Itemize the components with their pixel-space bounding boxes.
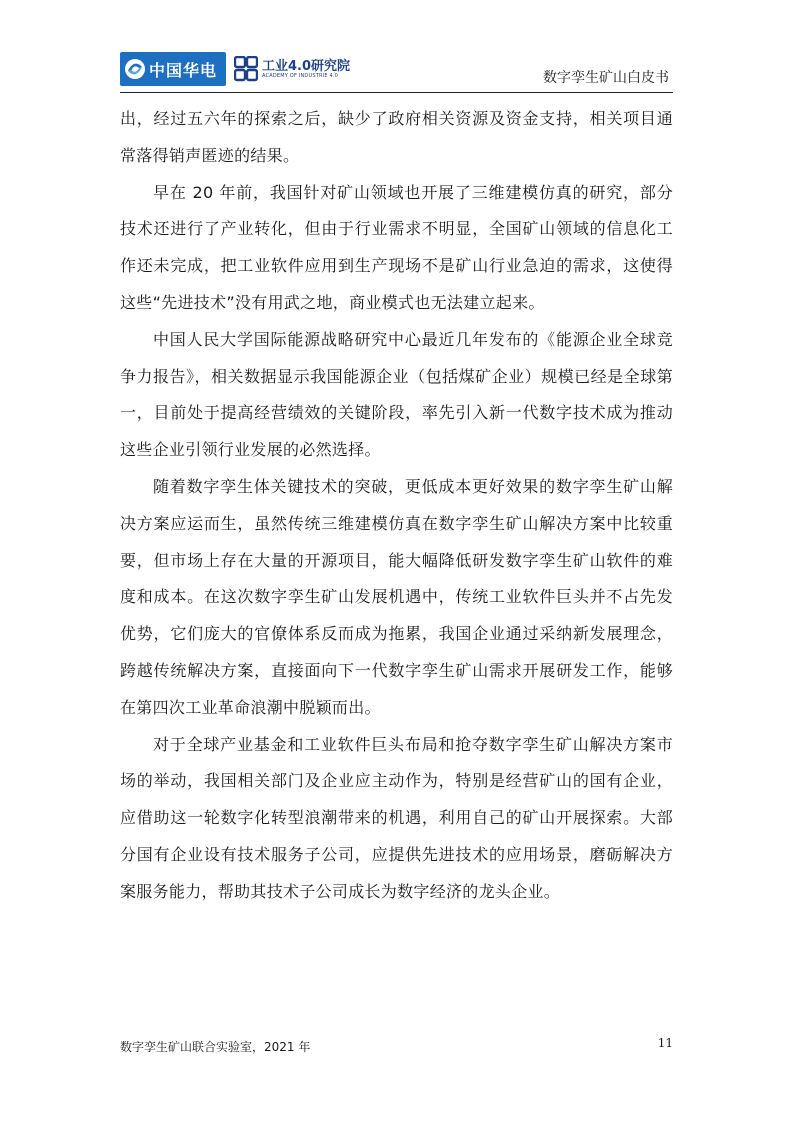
document-title: 数字孪生矿山白皮书 [543,70,669,86]
academy-logo-title: 工业4.0研究院 [262,59,351,74]
page-header [120,52,673,90]
body-text [120,101,673,911]
footer-source: 数字孪生矿山联合实验室，2021 年 [120,1040,311,1054]
paragraph: 中国人民大学国际能源战略研究中心最近几年发布的《能源企业全球竞争力报告》，相关数据显示我国能源企业（包括煤矿企业）规模已经是全球第一，目前处于提高经营绩效的关键阶段，率先引入新一代数字技术成为推动这些企业引领行业发展的必然选择。 [120,329,673,460]
huadian-logo [120,52,226,86]
academy-logo-subtitle: ACADEMY OF INDUSTRIE 4.0 [262,73,339,79]
academy-emblem-icon [234,56,258,82]
paragraph: 对于全球产业基金和工业软件巨头布局和抢夺数字孪生矿山解决方案市场的举动，我国相关部门及企业应主动作为，特别是经营矿山的国有企业，应借助这一轮数字化转型浪潮带来的机遇，利用自己的矿山开展探索。大部分国有企业设有技术服务子公司，应提供先进技术的应用场景，磨砺解决方案服务能力，帮助其技术子公司成长为数字经济的龙头企业。 [120,734,673,901]
huadian-logo-text: 中国华电 [149,60,218,80]
page-number: 11 [657,1036,673,1050]
paragraph: 早在 20 年前，我国针对矿山领域也开展了三维建模仿真的研究，部分技术还进行了产业转化，但由于行业需求不明显，全国矿山领域的信息化工作还未完成，把工业软件应用到生产现场不是矿山行业急迫的需求，这使得这些“先进技术”没有用武之地，商业模式也无法建立起来。 [120,182,673,312]
academy-logo [234,54,351,86]
huadian-emblem-icon [124,58,146,80]
paragraph-continuation: 出，经过五六年的探索之后，缺少了政府相关资源及资金支持，相关项目通常落得销声匿迹的结果。 [120,109,673,165]
paragraph: 随着数字孪生体关键技术的突破，更低成本更好效果的数字孪生矿山解决方案应运而生，虽然传统三维建模仿真在数字孪生矿山解决方案中比较重要，但市场上存在大量的开源项目，能大幅降低研发数字孪生矿山软件的难度和成本。在这次数字孪生矿山发展机遇中，传统工业软件巨头并不占先发优势，它们庞大的官僚体系反而成为拖累，我国企业通过采纳新发展理念，跨越传统解决方案，直接面向下一代数字孪生矿山需求开展研发工作，能够在第四次工业革命浪潮中脱颖而出。 [120,476,673,717]
header-divider [120,92,673,93]
